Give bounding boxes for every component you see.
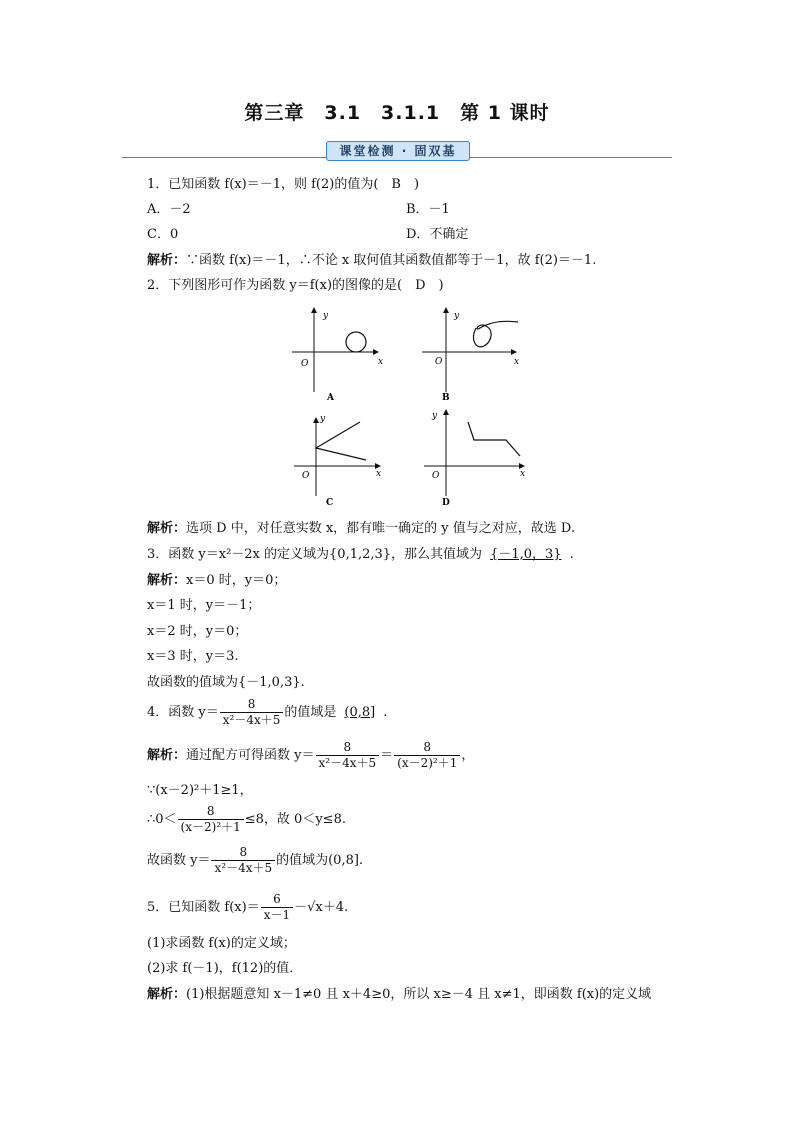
q3-stem: [147, 546, 574, 564]
solution-label: 解析：: [147, 253, 187, 268]
q1-option-c: C．0: [147, 227, 179, 242]
figure-b: [422, 308, 519, 403]
figure-c-origin: O: [302, 471, 310, 481]
q2-figures: [280, 300, 540, 515]
q3-stem-end: .: [569, 547, 574, 562]
figure-b-caption: B: [442, 393, 450, 403]
q3-solution-line-4: x＝3 时，y＝3.: [147, 649, 239, 664]
q4-line4-fraction: [211, 845, 275, 876]
q1-option-d: D．不确定: [406, 227, 469, 242]
solution-label: 解析：: [147, 521, 187, 536]
section-banner: 课堂检测 · 固双基: [326, 141, 470, 161]
q5-stem-text: 5．已知函数 f(x)＝: [147, 900, 260, 915]
frac-num: 6: [261, 892, 293, 908]
q3-solution-line-5: 故函数的值域为{－1,0,3}.: [147, 675, 305, 690]
q4-stem: [147, 697, 387, 729]
frac-num: 8: [394, 740, 460, 756]
q4-solution-line-2: ∵(x－2)²＋1≥1，: [147, 783, 253, 798]
q4-solution-line-1: 解析：通过配方可得函数 y＝ $\frac{8}{\text{x²－4x＋5}}$ ＝ $\frac{8}{\text{(x－2)²＋1}}$ ，: [147, 740, 475, 770]
figure-a: [292, 308, 383, 403]
q4-line3-pre: ∴0＜: [147, 812, 177, 827]
figure-b-y-label: y: [454, 311, 460, 321]
frac-den: x－1: [263, 908, 291, 922]
frac-num: 8: [211, 845, 275, 861]
q2-solution-text: 选项 D 中，对任意实数 x，都有唯一确定的 y 值与之对应，故选 D.: [186, 521, 576, 536]
q3-solution-text: x＝0 时，y＝0；: [186, 573, 287, 588]
q4-frac-den: x²－4x＋5: [222, 713, 281, 727]
q4-line3-fraction: [178, 804, 244, 835]
q1-solution: [147, 252, 596, 270]
q3-solution-line-3: x＝2 时，y＝0；: [147, 624, 248, 639]
q4-sol-fraction-1: [316, 740, 380, 771]
solution-label: 解析：: [147, 573, 187, 588]
q1-solution-text: ∵函数 f(x)＝－1，∴不论 x 取何值其函数值都等于－1，故 f(2)＝－1.: [186, 253, 597, 268]
q3-solution-line-1: [147, 572, 286, 590]
q5-stem: [147, 892, 348, 924]
q3-stem-text: 3．函数 y＝x²－2x 的定义域为{0,1,2,3}，那么其值域为: [147, 547, 483, 562]
q4-stem-mid: 的值域是: [284, 705, 337, 720]
q4-sol-comma: ，: [461, 748, 475, 763]
figure-a-origin: O: [301, 359, 309, 369]
page-title: 第三章 3.1 3.1.1 第 1 课时: [244, 102, 550, 124]
figure-d-origin: O: [432, 471, 440, 481]
q4-solution-text: 通过配方可得函数 y＝: [186, 748, 315, 763]
figure-b-x-label: x: [514, 357, 520, 367]
q4-line4-pre: 故函数 y＝: [147, 853, 211, 868]
q4-fraction: [220, 697, 284, 728]
figure-d: [424, 410, 525, 508]
q5-sub-1: (1)求函数 f(x)的定义域；: [147, 936, 296, 951]
q5-solution-text: (1)根据题意知 x－1≠0 且 x＋4≥0，所以 x≥－4 且 x≠1，即函数 f(x)的定义域: [186, 987, 652, 1002]
q2-stem: 2．下列图形可作为函数 y＝f(x)的图像的是( D ): [147, 278, 444, 293]
q5-fraction: [261, 892, 293, 923]
figure-d-caption: D: [442, 498, 450, 508]
frac-num: 8: [316, 740, 380, 756]
solution-label: 解析：: [147, 987, 187, 1002]
figure-d-polyline: [468, 422, 520, 456]
q5-solution: [147, 986, 651, 1004]
q4-stem-text: 4．函数 y＝: [147, 705, 219, 720]
figure-d-y-label: y: [432, 411, 438, 421]
frac-den: (x－2)²＋1: [397, 756, 458, 770]
q1-stem: 1．已知函数 f(x)＝－1，则 f(2)的值为( B ): [147, 177, 420, 192]
q3-answer: {－1,0，3}: [490, 547, 562, 562]
figure-c-lines: [316, 422, 366, 460]
figure-a-y-label: y: [323, 311, 329, 321]
q4-sol-fraction-2: [394, 740, 460, 771]
figure-b-origin: O: [435, 357, 443, 367]
q2-solution: [147, 520, 575, 538]
q1-option-a: A．－2: [147, 202, 191, 217]
figure-c-y-label: y: [320, 414, 326, 424]
figure-c: [294, 414, 381, 508]
solution-label: 解析：: [147, 748, 187, 763]
frac-den: (x－2)²＋1: [180, 820, 241, 834]
q3-solution-line-2: x＝1 时，y＝－1；: [147, 598, 261, 613]
figure-c-caption: C: [326, 498, 334, 508]
q5-sub-2: (2)求 f(－1)，f(12)的值．: [147, 961, 303, 976]
q4-line3-post: ≤8，故 0＜y≤8.: [244, 812, 346, 827]
q4-answer: (0,8]: [344, 705, 376, 720]
q4-line4-post: 的值域为(0,8].: [276, 853, 364, 868]
figure-c-x-label: x: [376, 469, 382, 479]
q4-frac-num: 8: [220, 697, 284, 713]
figure-a-caption: A: [327, 393, 334, 403]
q4-stem-end: .: [383, 705, 388, 720]
frac-num: 8: [178, 804, 244, 820]
frac-den: x²－4x＋5: [318, 756, 377, 770]
q1-option-b: B．－1: [406, 202, 450, 217]
figure-b-curve: [474, 321, 518, 347]
q4-solution-line-4: [147, 845, 363, 877]
figure-a-circle: [346, 332, 366, 352]
figure-a-x-label: x: [378, 357, 384, 367]
q5-stem-end: －√x＋4.: [294, 900, 349, 915]
figure-d-x-label: x: [520, 469, 526, 479]
frac-den: x²－4x＋5: [214, 861, 273, 875]
q4-solution-line-3: [147, 804, 346, 836]
